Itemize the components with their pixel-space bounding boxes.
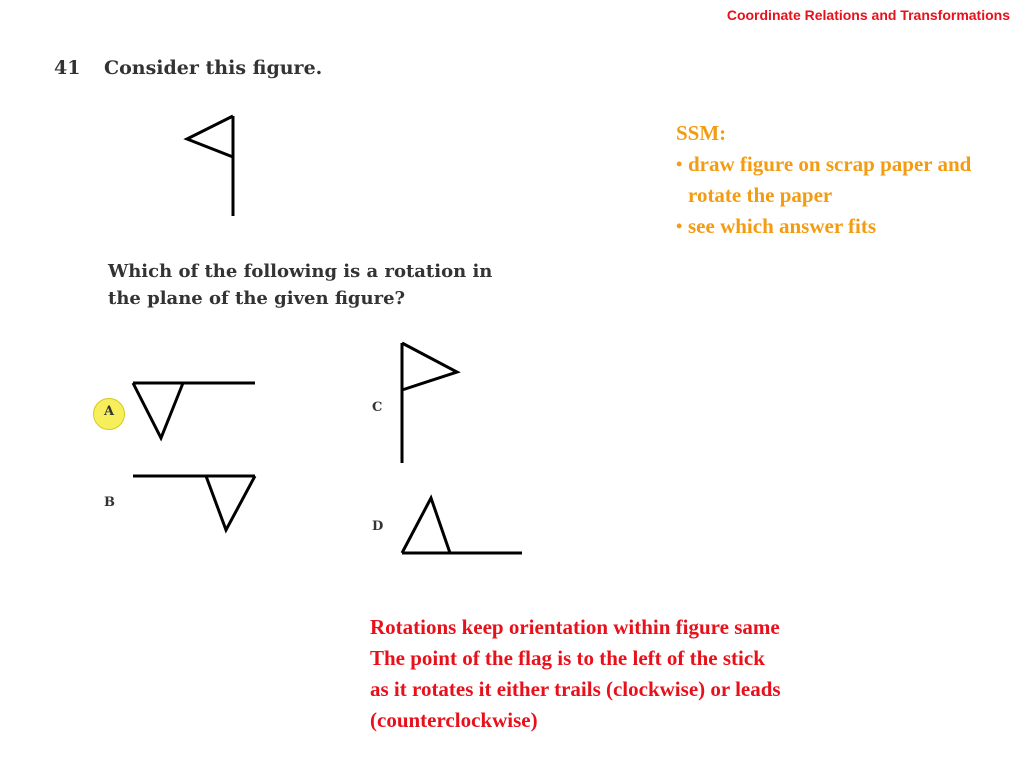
explanation-line: as it rotates it either trails (clockwise) or leads — [370, 677, 781, 701]
explanation-note — [370, 612, 1010, 736]
ssm-note — [676, 118, 1006, 242]
question-text-line: Which of the following is a rotation in — [108, 261, 493, 282]
slide-header-title: Coordinate Relations and Transformations — [726, 7, 1010, 23]
option-d-label[interactable]: D — [372, 519, 384, 534]
option-c-figure[interactable] — [402, 343, 457, 463]
given-flag-figure — [187, 116, 233, 216]
question-prompt: Consider this figure. — [104, 57, 323, 79]
ssm-bullet-list — [676, 149, 1006, 242]
explanation-line: (counterclockwise) — [370, 708, 538, 732]
question-text — [108, 258, 568, 312]
option-a-figure[interactable] — [133, 383, 255, 438]
option-a-label[interactable]: A — [104, 404, 115, 419]
explanation-line: The point of the flag is to the left of the stick — [370, 646, 765, 670]
option-c-label[interactable]: C — [372, 400, 383, 415]
ssm-bullet: • see which answer fits — [676, 211, 1006, 242]
question-text-line: the plane of the given figure? — [108, 288, 406, 309]
ssm-bullet: • draw figure on scrap paper and rotate the paper — [676, 149, 1006, 211]
explanation-line: Rotations keep orientation within figure same — [370, 615, 780, 639]
option-d-figure[interactable] — [402, 498, 522, 553]
ssm-title: SSM: — [676, 121, 727, 145]
question-number: 41 — [54, 57, 81, 79]
option-b-label[interactable]: B — [104, 495, 115, 510]
option-b-figure[interactable] — [133, 476, 255, 530]
